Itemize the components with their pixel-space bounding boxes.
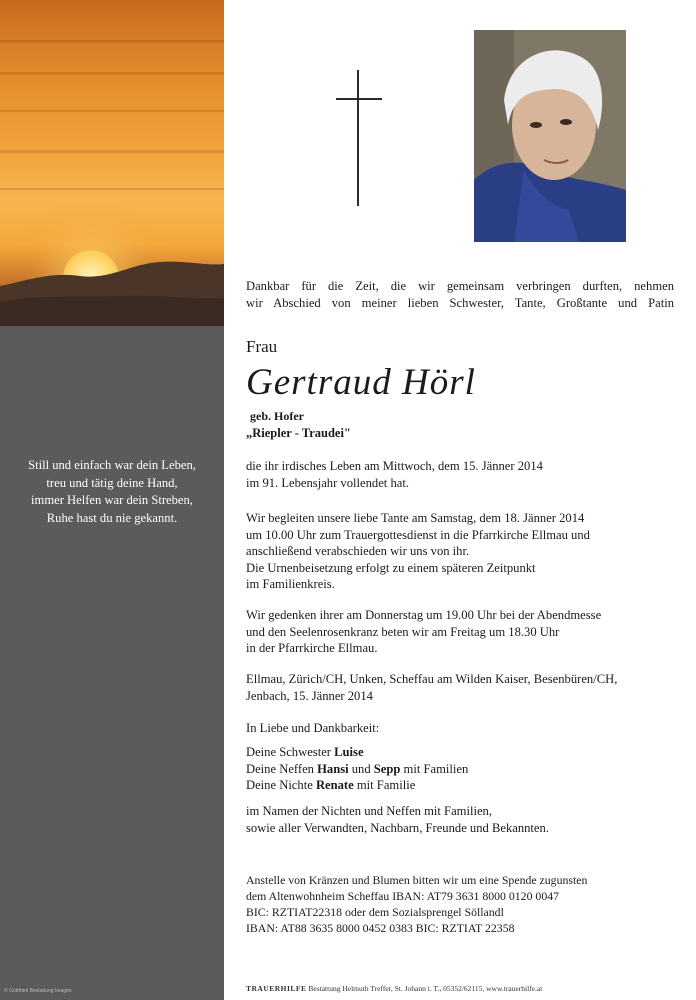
text-line: um 10.00 Uhr zum Trauergottesdienst in die Pfarrkirche Ellmau und: [246, 527, 590, 542]
places-paragraph: [246, 671, 617, 704]
gratitude-text: [246, 278, 674, 311]
nickname: „Riepler - Traudei": [246, 426, 351, 440]
family-list: [246, 744, 468, 794]
text-line: Wir gedenken ihrer am Donnerstag um 19.00 Uhr bei der Abendmesse: [246, 608, 602, 622]
text-line: im Namen der Nichten und Neffen mit Familien,: [246, 804, 492, 818]
poem-line: immer Helfen war dein Streben,: [31, 493, 193, 507]
brand: TRAUERHILFE: [246, 984, 307, 993]
text-line: im 91. Lebensjahr vollendet hat.: [246, 475, 409, 490]
poem-line: treu und tätig deine Hand,: [46, 475, 178, 490]
gratitude-line: wir Abschied von meiner lieben Schwester, Tante, Großtante und Patin: [246, 295, 674, 310]
deceased-name: Gertraud Hörl: [246, 362, 476, 403]
text-line: sowie aller Verwandten, Nachbarn, Freunde und Bekannten.: [246, 820, 549, 835]
text-line: und den Seelenrosenkranz beten wir am Freitag um 18.30 Uhr: [246, 624, 560, 639]
text-line: im Familienkreis.: [246, 577, 335, 592]
love-line: In Liebe und Dankbarkeit:: [246, 721, 380, 735]
footer-text: Bestattung Helmuth Treffer, St. Johann i. T., 05352/62115, www.trauerhilfe.at: [308, 984, 543, 993]
poem: [0, 457, 224, 527]
gratitude-line: Dankbar für die Zeit, die wir gemeinsam verbringen durften, nehmen: [246, 279, 674, 293]
text-line: Die Urnenbeisetzung erfolgt zu einem späteren Zeitpunkt: [246, 560, 536, 575]
family-line: Deine Neffen Hansi und Sepp mit Familien: [246, 761, 469, 776]
text-line: Wir begleiten unsere liebe Tante am Samstag, dem 18. Jänner 2014: [246, 511, 585, 525]
cross-icon: [336, 70, 382, 206]
funeral-home-footer: [246, 984, 542, 993]
death-paragraph: [246, 458, 543, 491]
text-line: Anstelle von Kränzen und Blumen bitten wir um eine Spende zugunsten: [246, 873, 588, 887]
text-line: in der Pfarrkirche Ellmau.: [246, 641, 378, 656]
maiden-name: geb. Hofer: [250, 409, 304, 423]
family-line: Deine Schwester Luise: [246, 745, 364, 759]
text-line: die ihr irdisches Leben am Mittwoch, dem 15. Jänner 2014: [246, 459, 543, 473]
poem-line: Ruhe hast du nie gekannt.: [46, 510, 178, 525]
donation-paragraph: [246, 872, 587, 936]
text-line: BIC: RZTIAT22318 oder dem Sozialsprengel Söllandl: [246, 905, 504, 919]
left-panel: [0, 0, 224, 1000]
text-line: Ellmau, Zürich/CH, Unken, Scheffau am Wilden Kaiser, Besenbüren/CH,: [246, 672, 618, 686]
portrait-photo: [474, 30, 626, 242]
mass-paragraph: [246, 607, 601, 657]
others-paragraph: [246, 803, 549, 836]
sunset-image: [0, 0, 224, 326]
poem-line: Still und einfach war dein Leben,: [28, 458, 196, 472]
text-line: anschließend verabschieden wir uns von ihr.: [246, 544, 470, 559]
text-line: dem Altenwohnheim Scheffau IBAN: AT79 3631 8000 0120 0047: [246, 889, 560, 903]
copyright: © Gottfried Bestattung Images: [4, 988, 72, 994]
hills-silhouette: [0, 250, 224, 326]
text-line: IBAN: AT88 3635 8000 0452 0383 BIC: RZTIAT 22358: [246, 921, 515, 935]
funeral-paragraph: [246, 510, 590, 593]
salutation: Frau: [246, 337, 278, 356]
family-line: Deine Nichte Renate mit Familie: [246, 778, 416, 793]
text-line: Jenbach, 15. Jänner 2014: [246, 688, 373, 703]
